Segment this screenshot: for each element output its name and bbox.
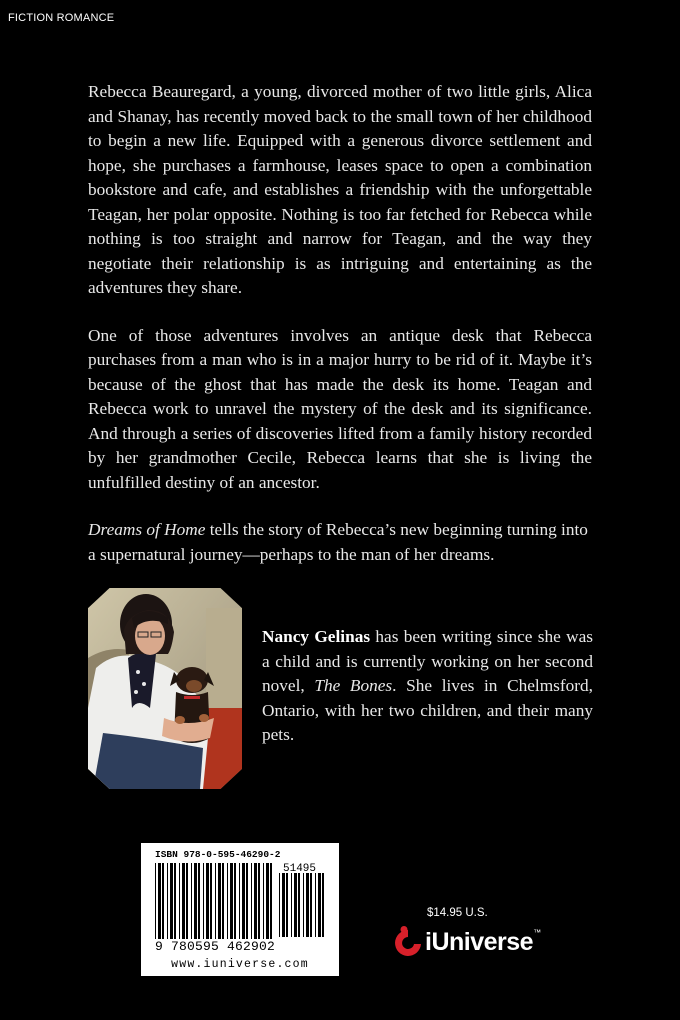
barcode-bar — [174, 863, 176, 939]
barcode-bar — [310, 873, 312, 937]
barcode-bar — [222, 863, 224, 939]
trademark-mark: ™ — [533, 928, 541, 937]
barcode-bar — [303, 873, 304, 937]
isbn-number: ISBN 978-0-595-46290-2 — [155, 849, 281, 860]
barcode-bar — [266, 863, 269, 939]
barcode-bar — [270, 863, 272, 939]
barcode-bar — [210, 863, 212, 939]
blurb-paragraph-3-text: tells the story of Rebecca’s new beginning turning into a supernatural journey—perhaps to the man of her dreams. — [88, 520, 588, 564]
author-bio-text-1: has been writing since she was a child and is currently working on her second novel, — [262, 627, 593, 695]
publisher-logo — [392, 926, 552, 960]
barcode-bar — [322, 873, 324, 937]
barcode-bar — [239, 863, 240, 939]
blurb-paragraph-1: Rebecca Beauregard, a young, divorced mother of two little girls, Alica and Shanay, has recently moved back to the small town of her childhood to begin a new life. Equipped with a generous divorce settlement and hope, she purchases a farmhouse, leases space to open a combination bookstore and cafe, and establishes a friendship with the unforgettable Teagan, her polar opposite. Nothing is too far fetched for Rebecca while nothing is too straight and narrow for Teagan, and the way they negotiate their relationship is as intriguing and entertaining as the adventures they share. — [88, 82, 592, 297]
barcode-bar — [234, 863, 236, 939]
isbn-barcode — [141, 843, 339, 976]
barcode-bar — [294, 873, 297, 937]
author-bio — [262, 625, 593, 748]
barcode-bar — [218, 863, 221, 939]
barcode-bar — [298, 873, 300, 937]
barcode-bar — [291, 873, 292, 937]
barcode-bars — [141, 843, 339, 976]
barcode-bar — [162, 863, 164, 939]
barcode-bar — [186, 863, 188, 939]
barcode-bar — [258, 863, 260, 939]
barcode-bar — [215, 863, 216, 939]
publisher-website: www.iuniverse.com — [171, 958, 309, 971]
barcode-bar — [254, 863, 257, 939]
book-title-italic: Dreams of Home — [88, 520, 206, 539]
barcode-bar — [198, 863, 200, 939]
book-blurb — [88, 80, 592, 590]
barcode-bar — [230, 863, 233, 939]
barcode-bar — [279, 873, 280, 937]
barcode-bar — [206, 863, 209, 939]
barcode-bar — [203, 863, 204, 939]
blurb-paragraph-3 — [88, 518, 592, 567]
barcode-bar — [242, 863, 245, 939]
author-photo — [88, 588, 242, 789]
barcode-bar — [263, 863, 264, 939]
author-novel-title: The Bones — [314, 676, 393, 695]
barcode-bar — [227, 863, 228, 939]
barcode-bar — [170, 863, 173, 939]
barcode-bar — [315, 873, 316, 937]
ean-digits: 9 780595 462902 — [155, 939, 276, 954]
blurb-paragraph-2: One of those adventures involves an antique desk that Rebecca purchases from a man who is in a major hurry to be rid of it. Maybe it’s because of the ghost that has made the desk its home. Teagan and Rebecca work to unravel the mystery of the desk and its significance. And through a series of discoveries lifted from a family history recorded by her grandmother Cecile, Rebecca learns that she is living the unfulfilled destiny of an ancestor. — [88, 325, 592, 492]
barcode-bar — [179, 863, 180, 939]
barcode-bar — [286, 873, 288, 937]
barcode-bar — [182, 863, 185, 939]
author-name: Nancy Gelinas — [262, 627, 371, 646]
publisher-name — [425, 928, 541, 957]
barcode-bar — [246, 863, 248, 939]
barcode-bar — [167, 863, 168, 939]
barcode-bar — [191, 863, 192, 939]
author-bio-text-2: . She lives in Chelmsford, Ontario, with her two children, and their many pets. — [262, 676, 593, 744]
barcode-bar — [251, 863, 252, 939]
barcode-bar — [155, 863, 156, 939]
genre-label: FICTION ROMANCE — [8, 12, 115, 24]
barcode-bar — [194, 863, 197, 939]
barcode-bar — [282, 873, 285, 937]
barcode-bar — [306, 873, 309, 937]
barcode-bar — [318, 873, 321, 937]
barcode-bar — [158, 863, 161, 939]
iuniverse-swirl-icon — [392, 926, 424, 960]
barcode-addon-digits: 51495 — [283, 863, 317, 875]
publisher-name-text: iUniverse — [425, 928, 534, 956]
price-label: $14.95 U.S. — [427, 907, 488, 919]
